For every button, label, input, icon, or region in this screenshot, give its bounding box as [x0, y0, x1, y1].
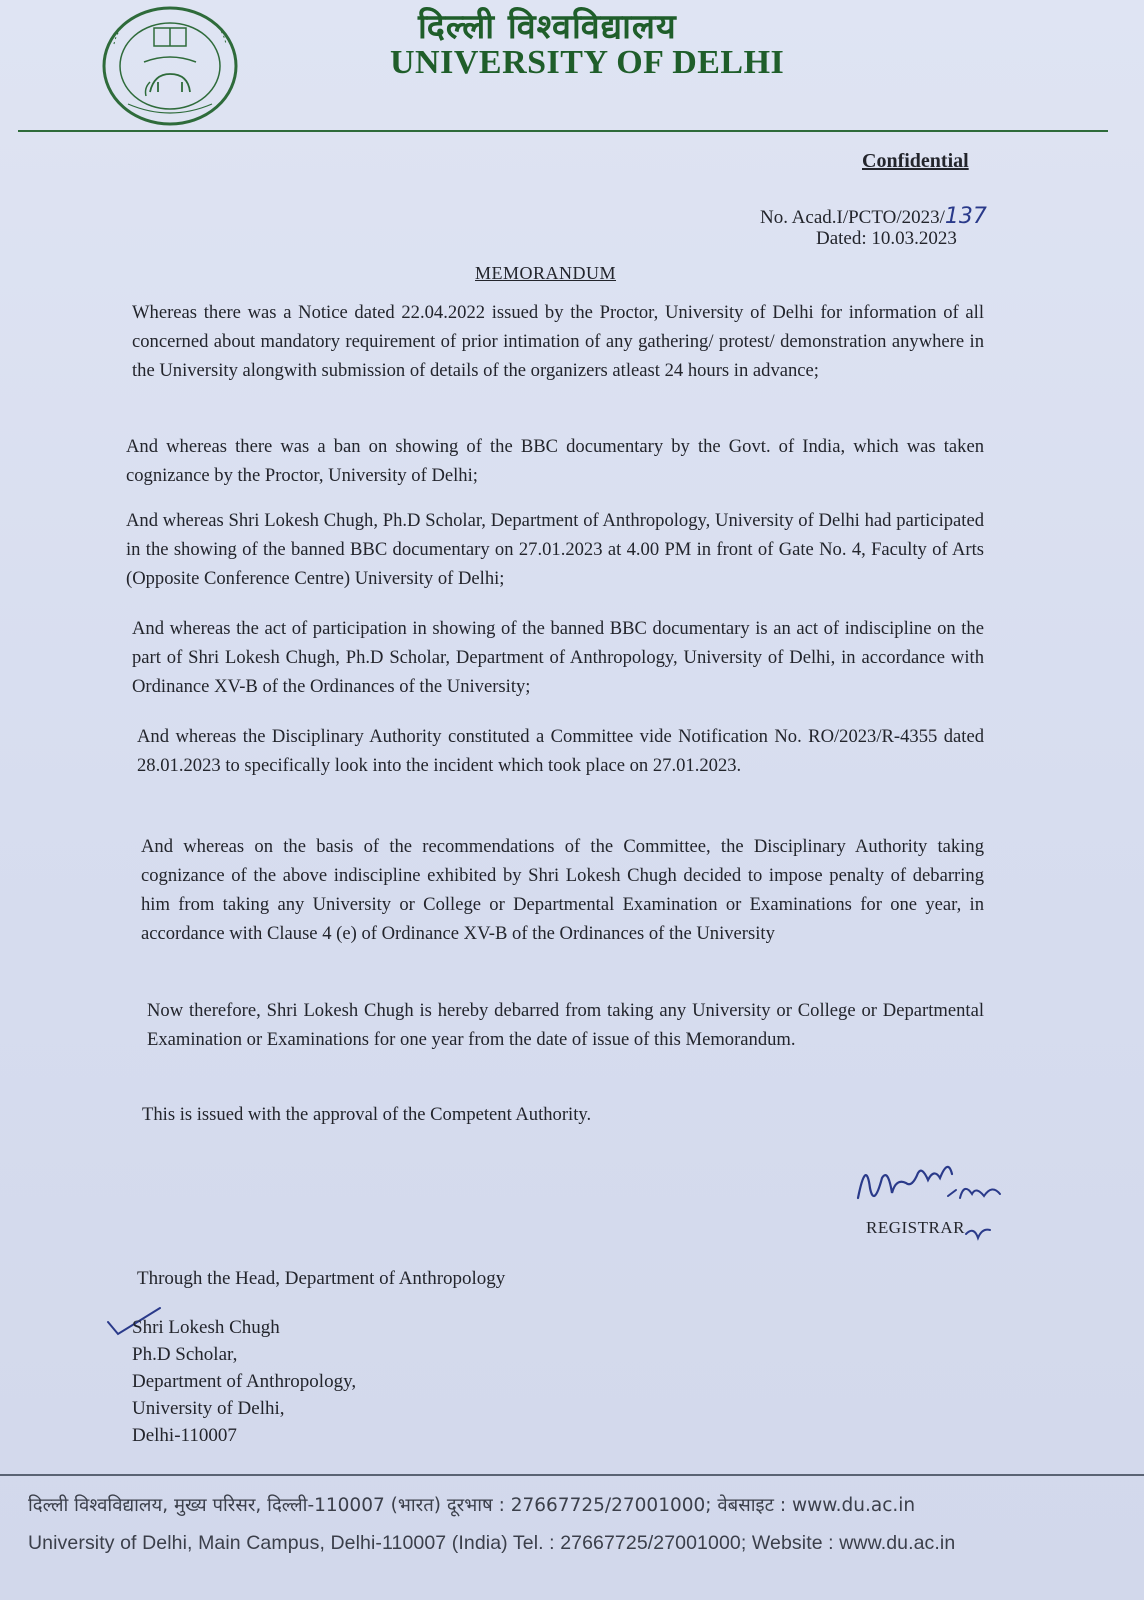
routing-line: Through the Head, Department of Anthropology: [137, 1268, 506, 1289]
memo-paragraph: And whereas the Disciplinary Authority constituted a Committee vide Notification No. RO/2023/R-4355 dated 28.01.2023 to specifically look into the incident which took place on 27.01.2023.: [137, 726, 984, 776]
memo-paragraph: And whereas on the basis of the recommendations of the Committee, the Disciplinary Authority taking cognizance of the above indiscipline exhibited by Shri Lokesh Chugh decided to impose penalty of debarring him from taking any University or College or Departmental Examination or Examinations for one year, in accordance with Clause 4 (e) of Ordinance XV-B of the Ordinances of the University: [141, 836, 984, 944]
reference-prefix: No. Acad.I/PCTO/2023/: [760, 207, 945, 228]
header-divider: [18, 130, 1108, 132]
issue-date: Dated: 10.03.2023: [816, 228, 957, 249]
address-line: Ph.D Scholar,: [132, 1344, 238, 1365]
classification-label: Confidential: [862, 150, 969, 172]
address-line: Shri Lokesh Chugh: [132, 1317, 280, 1338]
university-name-english: UNIVERSITY OF DELHI: [390, 44, 785, 81]
memo-paragraph: And whereas there was a ban on showing of the BBC documentary by the Govt. of India, which was taken cognizance by the Proctor, University of Delhi;: [126, 436, 984, 486]
university-name-hindi: दिल्ली विश्वविद्यालय: [418, 7, 677, 47]
address-line: Delhi-110007: [132, 1425, 237, 1446]
footer-divider: [0, 1474, 1144, 1476]
memo-paragraph: And whereas the act of participation in showing of the banned BBC documentary is an act of indiscipline on the part of Shri Lokesh Chugh, Ph.D Scholar, Department of Anthropology, University of Delhi, in accordance with Ordinance XV-B of the Ordinances of the University;: [132, 618, 984, 697]
address-line: Department of Anthropology,: [132, 1371, 357, 1392]
footer-contact-hindi: दिल्ली विश्वविद्यालय, मुख्य परिसर, दिल्ली-110007 (भारत) दूरभाष : 27667725/27001000; वेबसाइट : www.du.ac.in: [28, 1495, 916, 1516]
memo-title: MEMORANDUM: [475, 263, 617, 283]
signatory-designation: REGISTRAR: [866, 1218, 965, 1237]
memo-paragraph: Now therefore, Shri Lokesh Chugh is hereby debarred from taking any University or College or Departmental Examination or Examinations for one year from the date of issue of this Memorandum.: [147, 1000, 984, 1050]
memo-paragraph: And whereas Shri Lokesh Chugh, Ph.D Scholar, Department of Anthropology, University of Delhi had participated in the showing of the banned BBC documentary on 27.01.2023 at 4.00 PM in front of Gate No. 4, Faculty of Arts (Opposite Conference Centre) University of Delhi;: [126, 510, 984, 589]
recipient-address: [132, 1314, 356, 1449]
memo-paragraph: This is issued with the approval of the Competent Authority.: [142, 1104, 592, 1125]
footer-contact-english: University of Delhi, Main Campus, Delhi-110007 (India) Tel. : 27667725/27001000; Website : www.du.ac.in: [28, 1532, 956, 1554]
university-seal-icon: [98, 4, 242, 128]
reference-handwritten-number: 137: [944, 204, 987, 229]
reference-number: [760, 204, 987, 229]
memo-paragraph: Whereas there was a Notice dated 22.04.2022 issued by the Proctor, University of Delhi for information of all concerned about mandatory requirement of prior intimation of any gathering/ protest/ demonstration anywhere in the University alongwith submission of details of the organizers atleast 24 hours in advance;: [132, 302, 984, 381]
address-line: University of Delhi,: [132, 1398, 285, 1419]
